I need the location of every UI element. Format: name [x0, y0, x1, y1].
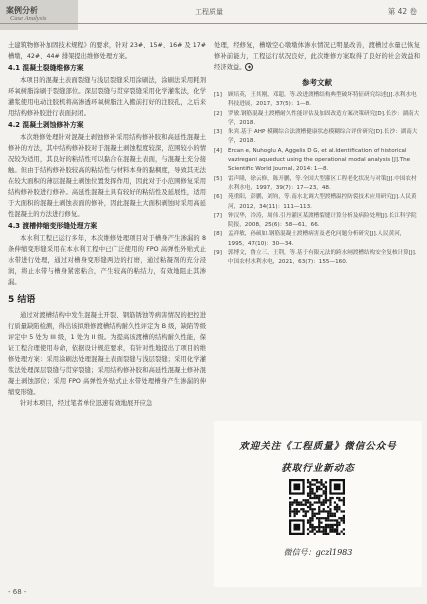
- reference-item: [214, 147, 420, 175]
- section-4-2-body: 本次维修处理针对混凝土剥蚀修补采用结构修补胶和高延性混凝土修补的方法，其中结构修补胶对于混凝土剥蚀程度较深，范围较小的情况较为适用，其良好的粘结性可以黏合在混凝土表面，与混凝土充分接触。但由于结构修补胶较高的粘结性与材料本身的黏稠度，导致其无法在较大面积的薄层混凝土剥蚀位置发挥作用，因此对于小范围修复采用结构修补胶进行修补。高延性混凝土具有较好的粘结性及延展性，适用于大面积的混凝土剥蚀表面的修补，因此混凝土大面积剥蚀时采用高延性混凝土的方法进行修复。: [8, 134, 206, 218]
- header-section-label-en: Case Analysis: [10, 15, 47, 22]
- wechat-promo-box: [214, 421, 422, 587]
- header-journal-name: 工程质量: [195, 8, 223, 16]
- section-4-3-title: 4.3 渡槽伸缩变形缝处理方案: [8, 222, 98, 230]
- reference-text: 顾培英，王其刚，邓超，等.改进渡槽结构典型破坏特征研究综述[J].水利水电科技进展，2017，37(5)：1—8.: [228, 92, 417, 108]
- reference-item: [214, 193, 420, 212]
- reference-text: 雷声隆，徐云修，陈开鹏，等.全国大型灌区工程老化状况与对策[J].中国农村水利水电，1997，39(7)：17—23，48.: [228, 175, 417, 191]
- reference-number: [7]: [214, 212, 222, 219]
- reference-item: [214, 212, 420, 231]
- section-4-1-body: 本项目的混凝土表面裂缝与浅层裂缝采用涂刷法，涂刷法采用耗剂环氧树脂涂刷于裂缝部位。深层裂缝与贯穿裂缝采用化学灌浆法，化学灌浆使用电动注胶机将高渗透环氧树脂注入搬前打好的注胶孔，之后来用结构修补胶进行表面封闭。: [8, 77, 206, 117]
- reference-text: 钟汉华，冷涛，周伟.引丹灌区某渡槽裂缝计算分析及病险处理[J].长江科学院院报，2008，25(6)：58—61，66.: [228, 212, 417, 229]
- reference-number: [8]: [214, 231, 222, 238]
- reference-item: [214, 91, 420, 110]
- conclusion-text: 处理，经修复，槽墩空心墩墩体渗水情况已明显改善，渡槽过水量已恢复修补前能力，工程运行状况良好，此次维修方案取得了良好的社会效益和经济效益。: [214, 42, 420, 71]
- promo-headline: 欢迎关注《工程质量》微信公众号: [239, 441, 397, 452]
- section-5-title: 5 结语: [8, 295, 36, 305]
- right-column: [214, 40, 420, 268]
- left-column: [8, 40, 206, 409]
- conclusion-continued: [214, 40, 420, 73]
- header-rule: [0, 23, 427, 24]
- page-number: - 68 -: [8, 588, 27, 596]
- reference-item: [214, 110, 420, 129]
- section-5-body: 通过对渡槽结构中发生混凝土开裂、钢筋锈蚀等病害情况的把控进行质量缺陷检测，得出该拟维修渡槽结构耐久性评定为 B 级，缺陷等级评定中 5 处为 III 级，1 处为 II 级。为提高该渡槽的结构耐久性能，保证工程合理使用寿命，依据设计规范要求，有针对性地提出了项目的维修处理方案：采用涂刷法处理混凝土表面裂缝与浅层裂缝；采用化学灌浆法处理深层裂缝与贯穿裂缝；采用结构修补胶和高延性混凝土修补混凝土剥蚀部位；采用 FPO 高弹性外贴式止水带处理槽身产生渗漏的伸缩变形缝。: [8, 312, 206, 396]
- header-section-label: 案例分析: [6, 6, 38, 15]
- reference-text: 朱宾.基于 AHP 模糊综合法渡槽健康状态模糊综合评价研究[D].长沙：湖南大学，2018.: [228, 129, 418, 145]
- end-mark-icon: ◆: [245, 63, 253, 71]
- reference-number: [5]: [214, 175, 222, 182]
- wechat-id: 微信号：gczl1983: [283, 548, 353, 557]
- reference-number: [6]: [214, 194, 222, 201]
- reference-text: Ercan e, Nuhoglu A, Aggelis D G, et al.Identification of historical vaziregani aqueduct using the operational modal analysis [J].The Scientific World Journal, 2014: 1—8.: [228, 147, 411, 173]
- references-list: [214, 91, 420, 268]
- reference-text: 苑重阳，彭鹏，刘钧，等.南水北调大型渡槽温控防裂技术应用研究[J].人民黄河，2012，34(11)：111—113.: [228, 194, 417, 210]
- section-4-1-title: 4.1 混凝土裂缝维修方案: [8, 64, 84, 72]
- section-4-2-title: 4.2 混凝土剥蚀修补方案: [8, 121, 84, 129]
- reference-item: [214, 230, 420, 249]
- section-4-3-body: 本水利工程已运行多年，本次维修处理项目对于槽身产生渗漏的 8 条伸缩变形缝采用在本水利工程中已广泛使用的 FPO 高弹性外贴式止水带进行处理，通过对槽身变形缝两边的打磨，通过粘凝剂的充分浸润，将止水带与槽身紧密粘合，产生较高的粘结力，有效地阻止其渗漏。: [8, 235, 206, 286]
- reference-number: [9]: [214, 250, 222, 257]
- qr-code-icon[interactable]: [289, 479, 345, 535]
- references-title: 参考文献: [302, 78, 332, 87]
- reference-item: [214, 175, 420, 194]
- reference-number: [3]: [214, 129, 222, 136]
- promo-subline: 获取行业新动态: [281, 463, 355, 474]
- reference-number: [2]: [214, 110, 222, 117]
- reference-item: [214, 128, 420, 147]
- intro-paragraph: 土建筑物修补加固技术规程》的要求，针对 23#、15#、16# 及 17# 槽墩，42#、44# 排架提出维修处理方案。: [8, 42, 206, 60]
- section-5-body-continued: 针对本项目，经过笔者单位迅速有效地展开应急: [20, 400, 153, 407]
- reference-number: [4]: [214, 147, 222, 154]
- reference-number: [1]: [214, 92, 222, 98]
- reference-text: 孟祥敏，孙硕如.钢筋混凝土渡槽病害及老化问题分析研究[J].人民黄河，1995，47(10)：30—34.: [228, 231, 406, 247]
- reference-item: [214, 249, 420, 268]
- reference-text: 郭博文，鲁立三，王荆，等.基于有限元法的跨水闸渡槽结构安全复核计算[J].中国农村水利水电，2021，63(7)：155—160.: [228, 250, 417, 266]
- reference-text: 罗敏.钢筋混凝土渡槽耐久性能评估及加固改造方案决策研究[D].长沙：湖南大学，2018.: [228, 110, 420, 126]
- header-volume: 第 42 卷: [387, 7, 417, 16]
- page-header: [0, 0, 427, 32]
